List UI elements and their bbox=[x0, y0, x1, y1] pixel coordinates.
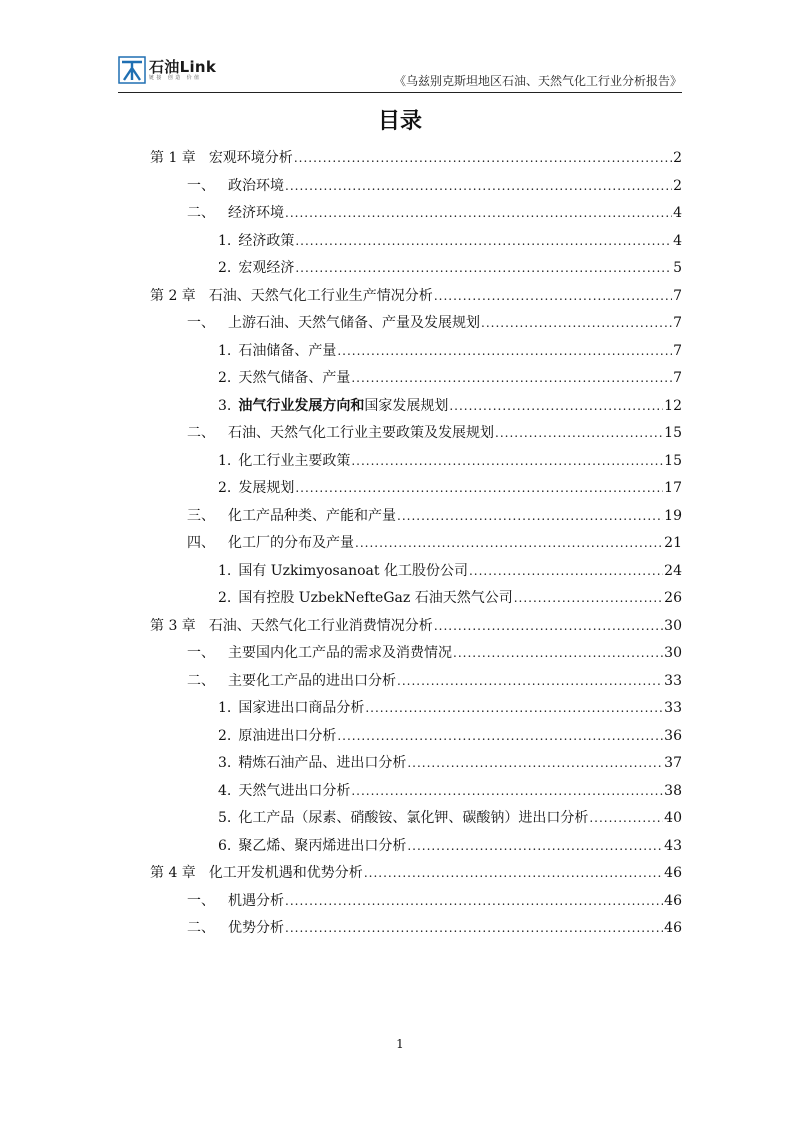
toc-entry-title: 聚乙烯、聚丙烯进出口分析 bbox=[238, 837, 407, 854]
toc-entry-page: 46 bbox=[664, 920, 682, 936]
dot-leader bbox=[495, 420, 663, 448]
toc-entry-title: 精炼石油产品、进出口分析 bbox=[238, 755, 407, 771]
table-of-contents bbox=[150, 145, 682, 943]
toc-entry-title-rest: 国家发展规划 bbox=[364, 397, 449, 414]
dot-leader bbox=[337, 723, 663, 751]
toc-entry-label bbox=[187, 668, 396, 696]
toc-entry-number: 2. bbox=[218, 480, 232, 496]
toc-entry-page: 2 bbox=[673, 150, 682, 166]
toc-entry[interactable] bbox=[150, 145, 682, 173]
toc-entry-number: 二、 bbox=[187, 205, 215, 221]
toc-entry-label bbox=[187, 420, 494, 448]
toc-entry-number: 二、 bbox=[187, 920, 215, 936]
toc-entry-number: 1. bbox=[218, 700, 232, 716]
toc-entry-title: 化工产品（尿素、硝酸铵、氯化钾、碳酸钠）进出口分析 bbox=[238, 810, 589, 826]
toc-entry-title: 化工开发机遇和优势分析 bbox=[208, 865, 363, 881]
toc-entry-page: 46 bbox=[664, 892, 682, 909]
toc-entry-number: 第 4 章 bbox=[150, 865, 196, 881]
toc-entry-page: 21 bbox=[664, 535, 682, 551]
toc-entry-title: 石油、天然气化工行业消费情况分析 bbox=[208, 617, 433, 634]
toc-entry[interactable] bbox=[150, 668, 682, 696]
toc-entry-page: 7 bbox=[673, 342, 682, 359]
toc-entry[interactable] bbox=[150, 283, 682, 311]
dot-leader bbox=[364, 860, 663, 888]
toc-entry-title: 宏观经济 bbox=[238, 260, 295, 276]
toc-entry-page: 33 bbox=[664, 672, 682, 689]
toc-entry-label bbox=[218, 778, 350, 806]
logo-name: 石油Link bbox=[149, 57, 217, 76]
toc-entry-title: 国家进出口商品分析 bbox=[238, 700, 365, 716]
toc-entry-label bbox=[218, 338, 336, 366]
toc-entry[interactable] bbox=[150, 173, 682, 201]
toc-title: 目录 bbox=[377, 109, 422, 134]
toc-entry-title: 机遇分析 bbox=[228, 892, 284, 909]
dot-leader bbox=[351, 448, 663, 476]
toc-entry[interactable] bbox=[150, 393, 682, 421]
toc-entry-title: 发展规划 bbox=[238, 480, 295, 496]
toc-entry-label bbox=[187, 173, 284, 201]
toc-entry-title: 上游石油、天然气储备、产量及发展规划 bbox=[228, 315, 480, 331]
toc-entry-number: 1. bbox=[218, 342, 232, 359]
toc-entry-page: 30 bbox=[664, 645, 682, 661]
toc-entry-page: 4 bbox=[673, 232, 682, 249]
toc-entry-title: 化工产品种类、产能和产量 bbox=[228, 507, 396, 524]
toc-entry-label bbox=[187, 530, 354, 558]
toc-entry-title: 石油、天然气化工行业主要政策及发展规划 bbox=[228, 425, 494, 441]
toc-entry-title: 主要化工产品的进出口分析 bbox=[228, 672, 396, 689]
toc-entry[interactable] bbox=[150, 420, 682, 448]
toc-entry-page: 19 bbox=[664, 507, 682, 524]
toc-entry-title: 石油、天然气化工行业生产情况分析 bbox=[208, 287, 433, 304]
toc-entry-label bbox=[218, 585, 513, 613]
toc-entry-page: 15 bbox=[664, 452, 682, 469]
toc-entry-title: 天然气进出口分析 bbox=[238, 782, 351, 799]
toc-entry[interactable] bbox=[150, 750, 682, 778]
toc-entry[interactable] bbox=[150, 778, 682, 806]
toc-entry-number: 2. bbox=[218, 260, 232, 276]
toc-entry-title: 主要国内化工产品的需求及消费情况 bbox=[228, 645, 452, 661]
toc-entry-label bbox=[218, 255, 294, 283]
toc-entry-number: 第 3 章 bbox=[150, 617, 196, 634]
dot-leader bbox=[355, 530, 663, 558]
dot-leader bbox=[285, 173, 672, 201]
report-title: 《乌兹别克斯坦地区石油、天然气化工行业分析报告》 bbox=[393, 74, 682, 88]
dot-leader bbox=[481, 310, 672, 338]
dot-leader bbox=[365, 695, 663, 723]
dot-leader bbox=[407, 833, 663, 861]
toc-entry[interactable] bbox=[150, 640, 682, 668]
toc-entry-page: 24 bbox=[664, 562, 682, 579]
toc-entry-number: 2. bbox=[218, 727, 232, 744]
toc-entry[interactable] bbox=[150, 200, 682, 228]
toc-entry-number: 3. bbox=[218, 755, 232, 771]
toc-entry-title: 石油储备、产量 bbox=[238, 342, 337, 359]
toc-entry-page: 26 bbox=[664, 590, 682, 606]
toc-entry[interactable] bbox=[150, 365, 682, 393]
toc-entry-page: 15 bbox=[664, 425, 682, 441]
toc-entry-label bbox=[218, 723, 336, 751]
toc-entry-label bbox=[218, 695, 364, 723]
toc-entry-page: 7 bbox=[673, 370, 682, 386]
dot-leader bbox=[434, 283, 672, 311]
toc-entry-label bbox=[150, 613, 433, 641]
dot-leader bbox=[449, 393, 663, 421]
toc-entry[interactable] bbox=[150, 558, 682, 586]
toc-entry-label bbox=[150, 145, 293, 173]
toc-entry-number: 一、 bbox=[187, 177, 215, 194]
toc-entry[interactable] bbox=[150, 503, 682, 531]
toc-entry-number: 4. bbox=[218, 782, 232, 799]
dot-leader bbox=[351, 778, 663, 806]
toc-entry[interactable] bbox=[150, 228, 682, 256]
toc-entry-title: 原油进出口分析 bbox=[238, 727, 337, 744]
toc-entry-label bbox=[218, 475, 294, 503]
toc-entry[interactable] bbox=[150, 695, 682, 723]
toc-entry-number: 5. bbox=[218, 810, 232, 826]
toc-entry[interactable] bbox=[150, 255, 682, 283]
toc-entry-number: 3. bbox=[218, 397, 232, 414]
toc-entry[interactable] bbox=[150, 915, 682, 943]
toc-entry[interactable] bbox=[150, 833, 682, 861]
toc-entry-number: 6. bbox=[218, 837, 232, 854]
toc-entry-number: 二、 bbox=[187, 425, 215, 441]
dot-leader bbox=[407, 750, 663, 778]
toc-entry-label bbox=[218, 833, 406, 861]
dot-leader bbox=[589, 805, 663, 833]
toc-entry-label bbox=[150, 283, 433, 311]
dot-leader bbox=[397, 503, 663, 531]
toc-entry-page: 33 bbox=[664, 700, 682, 716]
toc-entry-page: 12 bbox=[664, 397, 682, 414]
logo bbox=[118, 56, 216, 84]
toc-entry[interactable] bbox=[150, 475, 682, 503]
toc-entry-number: 二、 bbox=[187, 672, 215, 689]
toc-entry-number: 一、 bbox=[187, 315, 215, 331]
toc-entry-number: 第 2 章 bbox=[150, 287, 196, 304]
toc-entry-title: 化工行业主要政策 bbox=[238, 452, 351, 469]
dot-leader bbox=[337, 338, 672, 366]
toc-entry[interactable] bbox=[150, 585, 682, 613]
dot-leader bbox=[434, 613, 663, 641]
toc-entry-page: 30 bbox=[664, 617, 682, 634]
toc-entry-page: 4 bbox=[673, 205, 682, 221]
toc-entry-page: 37 bbox=[664, 755, 682, 771]
toc-entry-title-bold: 油气行业发展方向和 bbox=[238, 397, 365, 414]
toc-entry-title: 国有 Uzkimyosanoat 化工股份公司 bbox=[238, 562, 468, 579]
dot-leader bbox=[294, 145, 672, 173]
dot-leader bbox=[285, 200, 672, 228]
toc-entry-label bbox=[218, 228, 294, 256]
toc-entry-label bbox=[187, 888, 284, 916]
toc-entry[interactable] bbox=[150, 860, 682, 888]
toc-entry-page: 2 bbox=[673, 177, 682, 194]
toc-entry-page: 46 bbox=[664, 865, 682, 881]
toc-entry-title: 化工厂的分布及产量 bbox=[228, 535, 354, 551]
toc-entry-page: 40 bbox=[664, 810, 682, 826]
page-number: 1 bbox=[396, 1037, 404, 1051]
toc-entry-page: 17 bbox=[664, 480, 682, 496]
dot-leader bbox=[397, 668, 663, 696]
logo-slogan: 链接 创造 价值 bbox=[149, 74, 202, 81]
toc-entry-page: 7 bbox=[673, 287, 682, 304]
dot-leader bbox=[514, 585, 663, 613]
page-header bbox=[118, 52, 682, 93]
toc-entry-title bbox=[238, 398, 448, 414]
dot-leader bbox=[351, 365, 672, 393]
toc-entry-page: 43 bbox=[664, 837, 682, 854]
toc-entry-number: 三、 bbox=[187, 507, 215, 524]
toc-entry-page: 7 bbox=[673, 315, 682, 331]
dot-leader bbox=[295, 255, 672, 283]
toc-entry[interactable] bbox=[150, 530, 682, 558]
toc-entry-page: 38 bbox=[664, 782, 682, 799]
logo-mark-icon bbox=[118, 56, 146, 84]
toc-entry-page: 36 bbox=[664, 727, 682, 744]
toc-entry-page: 5 bbox=[673, 260, 682, 276]
toc-entry-label bbox=[218, 448, 350, 476]
toc-entry-number: 2. bbox=[218, 370, 232, 386]
toc-entry[interactable] bbox=[150, 448, 682, 476]
toc-entry-label bbox=[218, 805, 588, 833]
toc-entry-number: 一、 bbox=[187, 645, 215, 661]
toc-entry-label bbox=[218, 750, 406, 778]
toc-entry[interactable] bbox=[150, 338, 682, 366]
toc-entry[interactable] bbox=[150, 888, 682, 916]
toc-entry-number: 第 1 章 bbox=[150, 150, 196, 166]
toc-entry-title: 国有控股 UzbekNefteGaz 石油天然气公司 bbox=[238, 590, 513, 606]
toc-entry-number: 1. bbox=[218, 232, 232, 249]
dot-leader bbox=[295, 228, 672, 256]
toc-entry-title: 经济环境 bbox=[228, 205, 284, 221]
toc-entry-title: 优势分析 bbox=[228, 920, 284, 936]
toc-entry-number: 四、 bbox=[187, 535, 215, 551]
toc-entry-title: 政治环境 bbox=[228, 177, 284, 194]
toc-entry-label bbox=[218, 393, 448, 421]
toc-entry-title: 宏观环境分析 bbox=[208, 150, 293, 166]
toc-entry-label bbox=[187, 915, 284, 943]
toc-entry-label bbox=[187, 200, 284, 228]
dot-leader bbox=[469, 558, 663, 586]
toc-entry-label bbox=[187, 640, 452, 668]
toc-entry-label bbox=[218, 365, 350, 393]
toc-entry-number: 2. bbox=[218, 590, 232, 606]
toc-entry[interactable] bbox=[150, 805, 682, 833]
dot-leader bbox=[285, 888, 663, 916]
toc-entry-number: 1. bbox=[218, 562, 232, 579]
toc-entry-label bbox=[218, 558, 468, 586]
dot-leader bbox=[285, 915, 663, 943]
toc-entry[interactable] bbox=[150, 723, 682, 751]
dot-leader bbox=[295, 475, 663, 503]
toc-entry-label bbox=[187, 503, 396, 531]
toc-entry[interactable] bbox=[150, 310, 682, 338]
dot-leader bbox=[453, 640, 663, 668]
toc-entry-number: 1. bbox=[218, 452, 232, 469]
toc-entry[interactable] bbox=[150, 613, 682, 641]
toc-entry-label bbox=[150, 860, 363, 888]
toc-entry-label bbox=[187, 310, 480, 338]
toc-entry-title: 天然气储备、产量 bbox=[238, 370, 351, 386]
toc-entry-title: 经济政策 bbox=[238, 232, 295, 249]
toc-entry-number: 一、 bbox=[187, 892, 215, 909]
